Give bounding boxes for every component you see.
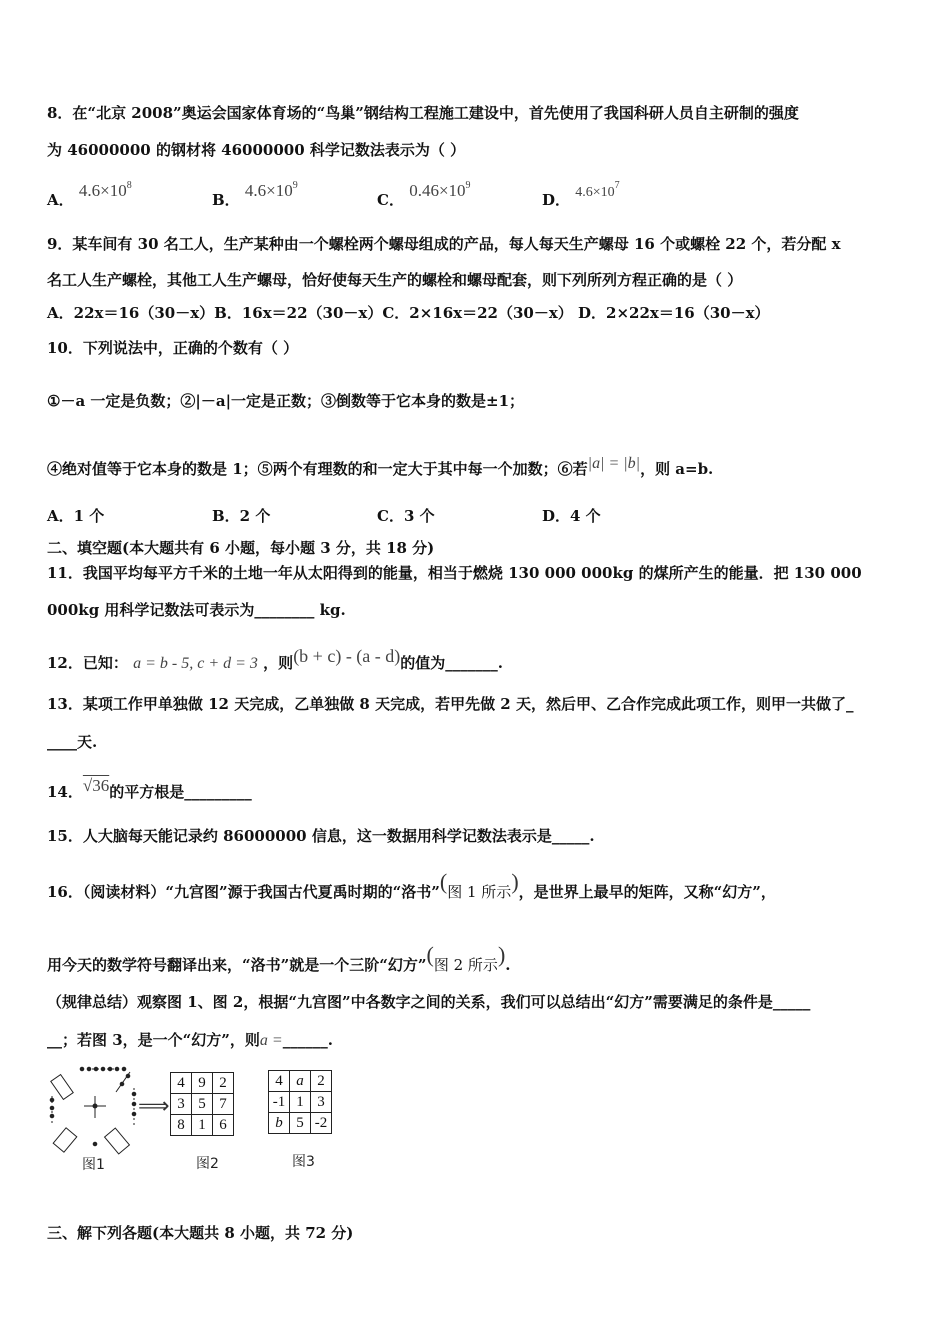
q9-options: A．22x＝16（30－x）B．16x＝22（30－x）C．2×16x＝22（30－x） D．2×22x＝16（30－x） [47,304,770,322]
q16-line2: 用今天的数学符号翻译出来，“洛书”就是一个三阶“幻方”(图 2 所示). [47,942,511,974]
q12-line: 12．已知： a = b - 5, c + d = 3 ，则(b + c) - (a - d)的值为_______. [47,646,504,672]
q16-line1: 16．（阅读材料）“九宫图”源于我国古代夏禹时期的“洛书”(图 1 所示)，是世界上最早的矩阵，又称“幻方”， [47,869,776,901]
section-3-heading: 三、解下列各题(本大题共 8 小题，共 72 分) [47,1224,354,1242]
q9-line2: 名工人生产螺栓，其他工人生产螺母，恰好使每天生产的螺栓和螺母配套，则下列所列方程正确的是（ ） [47,271,743,289]
q12-given: a = b - 5, c + d = 3 [133,655,258,672]
q8-option-b: B． $4.6\times 10^9$ [212,180,298,209]
figure-2-caption: 图2 [196,1156,219,1172]
magic-square-fig2: 4 9 2 3 5 7 8 1 6 [170,1072,234,1136]
q10-line2: ①－a 一定是负数；②|－a|一定是正数；③倒数等于它本身的数是±1； [47,392,525,410]
nine-dots-top [80,1067,126,1071]
sqrt-36: √36 [82,776,110,795]
q8-option-d: D． $4.6\times 10^7$ [542,180,620,209]
q11-line1: 11．我国平均每平方千米的土地一年从太阳得到的能量，相当于燃烧 130 000 000kg 的煤所产生的能量．把 130 000 [47,564,862,582]
q10-line1: 10．下列说法中，正确的个数有（ ） [47,339,299,357]
q13-line1: 13．某项工作甲单独做 12 天完成，乙单独做 8 天完成，若甲先做 2 天，然后甲、乙合作完成此项工作，则甲一共做了_ [47,695,854,713]
q10-option-a: A．1 个 [47,507,105,525]
q9-line1: 9．某车间有 30 名工人，生产某种由一个螺栓两个螺母组成的产品，每人每天生产螺母 16 个或螺栓 22 个，若分配 x [47,235,841,253]
q8-option-c: C． $0.46\times 10^9$ [377,180,471,209]
q8-line1: 8．在“北京 2008”奥运会国家体育场的“鸟巢”钢结构工程施工建设中，首先使用了我国科研人员自主研制的强度 [47,104,799,122]
abs-equation: |a| = |b| [587,455,641,472]
q13-line2: ____天. [47,733,98,751]
figure-3-caption: 图3 [292,1154,315,1170]
q10-line3: ④绝对值等于它本身的数是 1；⑤两个有理数的和一定大于其中每一个加数；⑥若|a| = |b|，则 a=b. [47,455,714,478]
q10-option-b: B．2 个 [212,507,271,525]
figure-1-caption: 图1 [82,1157,105,1173]
q16-line3: （规律总结）观察图 1、图 2，根据“九宫图”中各数字之间的关系，我们可以总结出“幻方”需要满足的条件是_____ [47,993,811,1011]
q8-option-a: A． $4.6\times 10^8$ [47,180,132,209]
q11-line2: 000kg 用科学记数法可表示为________ kg. [47,601,346,619]
q8-line2: 为 46000000 的钢材将 46000000 科学记数法表示为（ ） [47,141,466,159]
q16-line4: __；若图 3，是一个“幻方”，则a =______. [47,1031,333,1049]
q14-line: 14．√36的平方根是_________ [47,776,252,801]
q12-expression: (b + c) - (a - d) [293,646,401,666]
q10-option-c: C．3 个 [377,507,435,525]
q10-option-d: D．4 个 [542,507,601,525]
magic-square-fig3: 4 a 2 -1 1 3 b 5 -2 [268,1070,332,1134]
q15-line: 15．人大脑每天能记录约 86000000 信息，这一数据用科学记数法表示是_____. [47,827,595,845]
arrow-icon: ⟹ [138,1094,170,1119]
section-2-heading: 二、填空题(本大题共有 6 小题，每小题 3 分，共 18 分) [47,539,435,557]
